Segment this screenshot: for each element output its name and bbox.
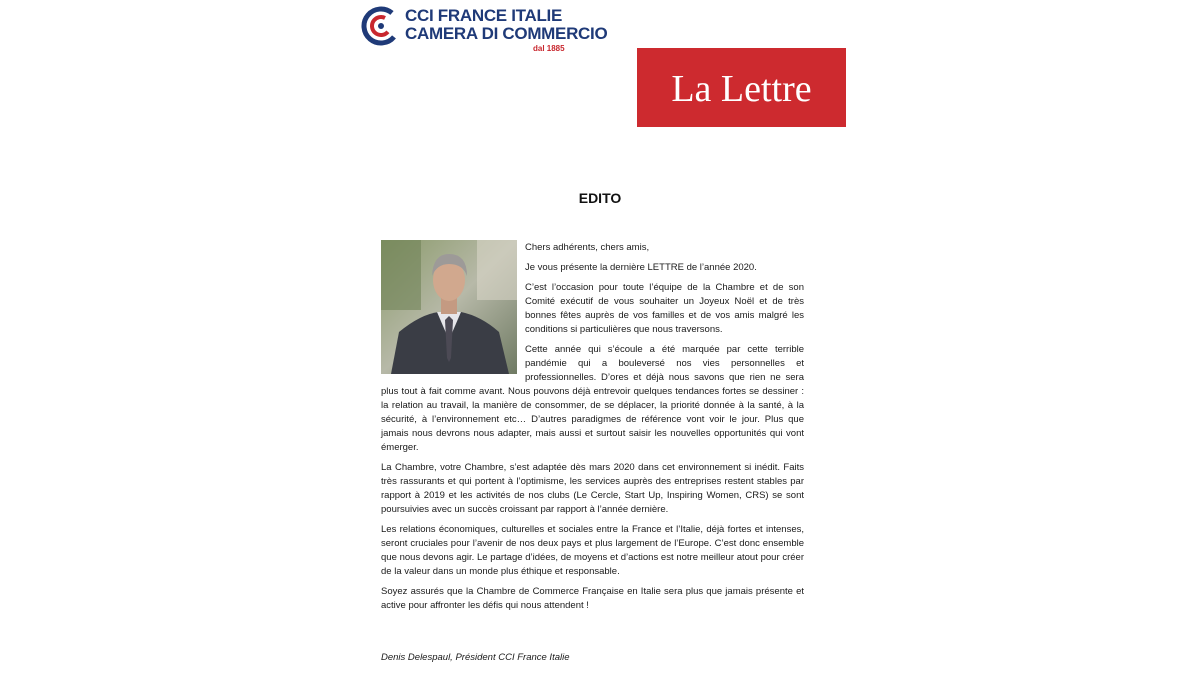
paragraph: Je vous présente la dernière LETTRE de l’année 2020. xyxy=(525,262,757,273)
logo-line-1: CCI FRANCE ITALIE xyxy=(405,6,563,25)
logo-line-2: CAMERA DI COMMERCIO xyxy=(405,24,608,43)
paragraph: Chers adhérents, chers amis, xyxy=(525,242,650,253)
paragraph: La Chambre, votre Chambre, s’est adaptée dès mars 2020 dans cet environnement si inédit. Faits très rassurants et qui portent à l’optimisme, les services auprès des entreprises restent stables par rapport à 2019 et les activités de nos clubs (Le Cercle, Start Up, Inspiring Women, CRS) se sont poursuivies avec un succès croissant par rapport à l’année dernière. xyxy=(381,462,804,515)
paragraph: Cette année qui s’écoule a été marquée par cette terrible pandémie qui a bouleversé nos vies personnelles et professionnelles. D’ores et déjà nous savons que rien ne sera plus tout à fait comme avant. Nous pouvons déjà entrevoir quelques tendances fortes se dessiner : la relation au travail, la manière de consommer, de se déplacer, la priorité donnée à la santé, à la sécurité, à l’environnement etc… D’autres paradigmes de référence vont voir le jour. Plus que jamais nous devrons nous adapter, mais aussi et surtout saisir les nouvelles opportunités qui vont émerger. xyxy=(381,344,804,453)
paragraph: Soyez assurés que la Chambre de Commerce Française en Italie sera plus que jamais présente et active pour affronter les défis qui nous attendent ! xyxy=(381,586,804,611)
banner-title: La Lettre xyxy=(671,68,812,110)
cci-logo-mark-icon xyxy=(361,6,399,46)
signature: Denis Delespaul, Président CCI France Italie xyxy=(381,652,570,663)
paragraph: C’est l’occasion pour toute l’équipe de la Chambre et de son Comité exécutif de vous souhaiter un Joyeux Noël et de très bonnes fêtes auprès de vos familles et de vos amis malgré les conditions si particulières que nous traversons. xyxy=(525,282,804,335)
cci-logo xyxy=(361,4,608,56)
logo-since: dal 1885 xyxy=(533,44,565,53)
la-lettre-banner xyxy=(637,48,846,127)
edito-text xyxy=(381,241,804,619)
photo-spacer xyxy=(381,241,525,383)
page-title: EDITO xyxy=(578,190,622,206)
paragraph: Les relations économiques, culturelles et sociales entre la France et l’Italie, déjà fortes et intenses, seront cruciales pour l’avenir de nos deux pays et plus largement de l’Europe. C’est donc ensemble que nous devons agir. Le partage d’idées, de moyens et d’actions est notre meilleur atout pour créer de la valeur dans un monde plus éthique et responsable. xyxy=(381,524,804,577)
